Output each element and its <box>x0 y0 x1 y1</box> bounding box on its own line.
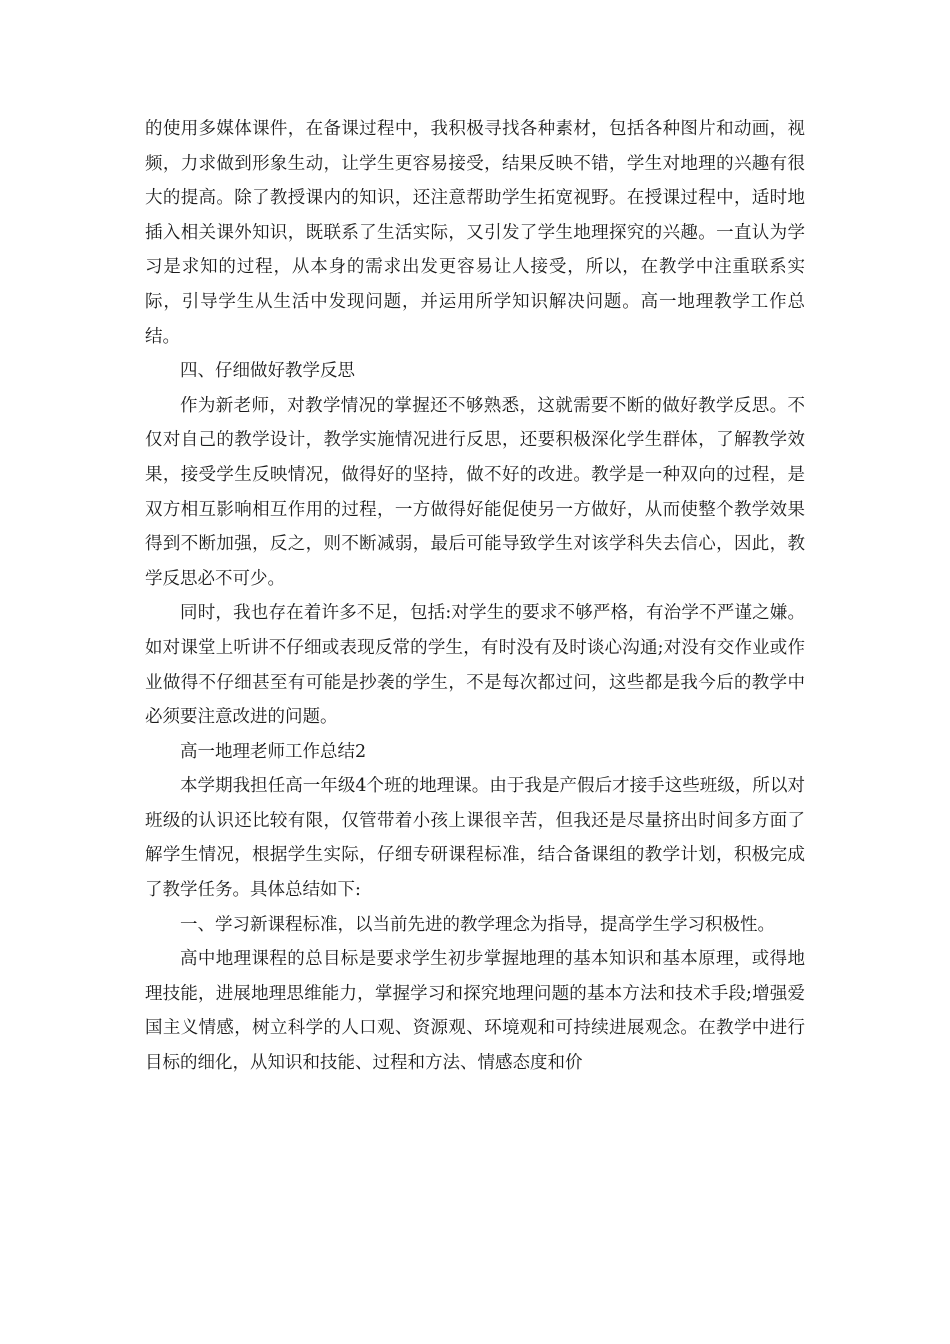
paragraph-point-one: 一、学习新课程标准，以当前先进的教学理念为指导，提高学生学习积极性。 <box>180 914 775 935</box>
paragraph-reflection: 作为新老师，对教学情况的掌握还不够熟悉，这就需要不断的做好教学反思。不仅对自己的教学设计，教学实施情况进行反思，还要积极深化学生群体，了解教学效果，接受学生反映情况，做得好的坚持，做不好的改进。教学是一种双向的过程，是双方相互影响相互作用的过程，一方做得好能促使另一方做好，从而使整个教学效果得到不断加强，反之，则不断减弱，最后可能导致学生对该学科失去信心，因此，教学反思必不可少。 <box>145 395 805 589</box>
paragraph-shortcomings: 同时，我也存在着许多不足，包括:对学生的要求不够严格，有治学不严谨之嫌。如对课堂上听讲不仔细或表现反常的学生，有时没有及时谈心沟通;对没有交作业或作业做得不仔细甚至有可能是抄袭的学生，不是每次都过问，这些都是我今后的教学中必须要注意改进的问题。 <box>145 603 805 728</box>
paragraph-continued: 的使用多媒体课件，在备课过程中，我积极寻找各种素材，包括各种图片和动画，视频，力求做到形象生动，让学生更容易接受，结果反映不错，学生对地理的兴趣有很大的提高。除了教授课内的知识，还注意帮助学生拓宽视野。在授课过程中，适时地插入相关课外知识，既联系了生活实际，又引发了学生地理探究的兴趣。一直认为学习是求知的过程，从本身的需求出发更容易让人接受，所以，在教学中注重联系实际，引导学生从生活中发现问题，并运用所学知识解决问题。高一地理教学工作总结。 <box>145 119 805 347</box>
paragraph-semester-intro: 本学期我担任高一年级4个班的地理课。由于我是产假后才接手这些班级，所以对班级的认识还比较有限，仅管带着小孩上课很辛苦，但我还是尽量挤出时间多方面了解学生情况，根据学生实际，仔细专研课程标准，结合备课组的教学计划，积极完成了教学任务。具体总结如下: <box>145 776 805 901</box>
section-heading-reflection: 四、仔细做好教学反思 <box>180 361 355 382</box>
document-page <box>145 112 805 1081</box>
section-heading-summary-2: 高一地理老师工作总结2 <box>180 741 367 762</box>
paragraph-curriculum-goals: 高中地理课程的总目标是要求学生初步掌握地理的基本知识和基本原理，或得地理技能，进展地理思维能力，掌握学习和探究地理问题的基本方法和技术手段;增强爱国主义情感，树立科学的人口观、资源观、环境观和可持续进展观念。在教学中进行目标的细化，从知识和技能、过程和方法、情感态度和价 <box>145 949 805 1074</box>
